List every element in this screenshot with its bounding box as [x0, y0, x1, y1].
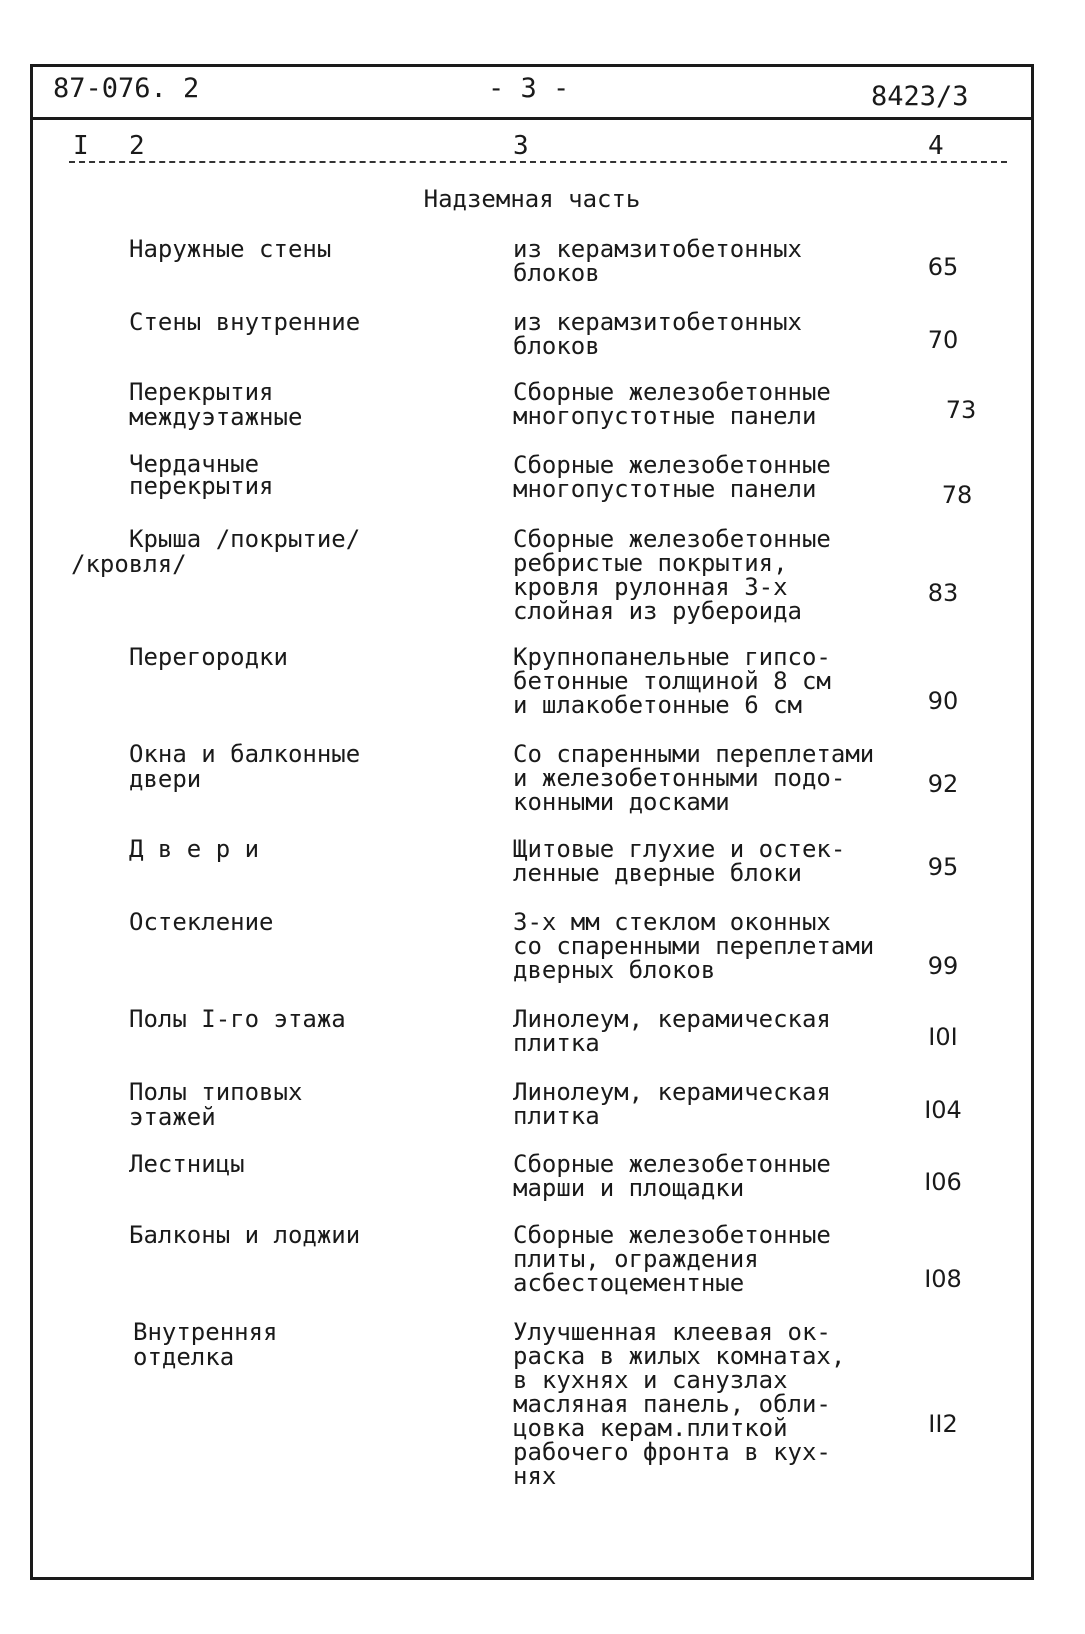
element-name: Чердачные перекрытия — [129, 450, 274, 500]
element-description: Щитовые глухие и остек- ленные дверные блоки — [513, 835, 846, 887]
page-ref: I0I — [928, 1023, 958, 1051]
page-ref: 99 — [927, 952, 959, 980]
page-number: - 3 - — [488, 73, 570, 104]
element-name: Балконы и лоджии — [129, 1221, 361, 1249]
element-description: Со спаренными переплетами и железобетонными подо- конными досками — [513, 740, 875, 816]
sheet-reference: 8423/3 — [871, 81, 969, 112]
page-ref: 90 — [927, 687, 959, 715]
page-ref: 95 — [927, 853, 959, 881]
page-ref: I06 — [924, 1168, 962, 1196]
element-name: Остекление — [129, 908, 274, 936]
element-name: Перегородки — [129, 643, 288, 671]
page-ref: 73 — [945, 396, 977, 424]
element-description: Линолеум, керамическая плитка — [513, 1005, 831, 1057]
column-number-2: 2 — [125, 131, 149, 161]
element-description: из керамзитобетонных блоков — [513, 308, 802, 360]
element-description: 3-х мм стеклом оконных со спаренными переплетами дверных блоков — [513, 908, 875, 984]
element-name: Д в е р и — [129, 835, 260, 863]
element-name: Полы I-го этажа — [129, 1005, 346, 1033]
document-sheet — [30, 64, 1034, 1580]
column-number-1: I — [69, 131, 93, 161]
element-description: Сборные железобетонные ребристые покрытия, кровля рулонная 3-х слойная из рубероида — [513, 525, 831, 625]
page-ref: 65 — [927, 253, 959, 281]
element-name: Лестницы — [129, 1150, 245, 1178]
element-description: из керамзитобетонных блоков — [513, 235, 802, 287]
element-name: Перекрытия междуэтажные — [129, 378, 303, 431]
element-name: Крыша /покрытие/ /кровля/ — [71, 525, 361, 578]
header-divider — [33, 117, 1031, 120]
page-ref: I08 — [924, 1265, 962, 1293]
page-ref: 83 — [927, 579, 959, 607]
page-ref: II2 — [928, 1410, 958, 1438]
element-description: Крупнопанельные гипсо- бетонные толщиной 8 см и шлакобетонные 6 см — [513, 643, 831, 719]
element-description: Сборные железобетонные марши и площадки — [513, 1150, 831, 1202]
column-number-4: 4 — [924, 131, 948, 161]
section-title: Надземная часть — [423, 185, 641, 213]
element-description: Улучшенная клеевая ок- раска в жилых комнатах, в кухнях и санузлах масляная панель, обли- цовка керам.плиткой рабочего фронта в кух- нях — [513, 1318, 846, 1490]
column-number-3: 3 — [509, 131, 533, 161]
element-name: Стены внутренние — [129, 308, 361, 336]
element-name: Полы типовых этажей — [129, 1078, 303, 1131]
dashed-divider — [69, 161, 1007, 163]
page-ref: 92 — [927, 770, 959, 798]
element-name: Внутренняя отделка — [133, 1318, 278, 1371]
page-ref: 78 — [941, 481, 973, 509]
element-description: Сборные железобетонные многопустотные панели — [513, 451, 831, 503]
element-name: Наружные стены — [129, 235, 332, 263]
element-description: Сборные железобетонные плиты, ограждения асбестоцементные — [513, 1221, 831, 1297]
document-code: 87-076. 2 — [53, 73, 200, 104]
element-description: Линолеум, керамическая плитка — [513, 1078, 831, 1130]
element-description: Сборные железобетонные многопустотные панели — [513, 378, 831, 430]
element-name: Окна и балконные двери — [129, 740, 361, 793]
page-ref: I04 — [924, 1096, 962, 1124]
page-ref: 70 — [927, 326, 959, 354]
column-numbers-row — [69, 131, 1007, 171]
